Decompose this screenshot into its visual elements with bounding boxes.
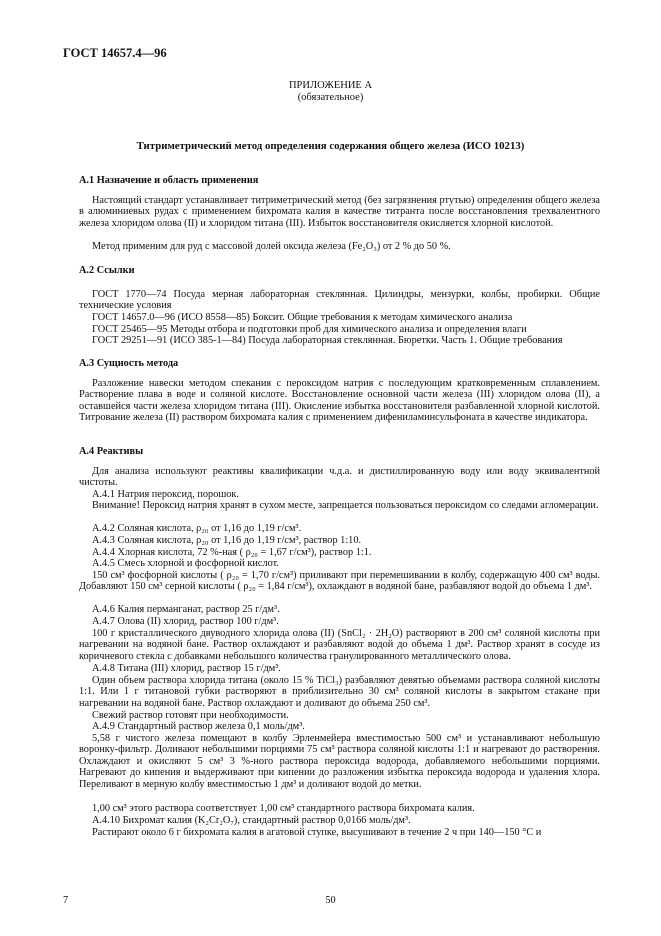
appendix-title: ПРИЛОЖЕНИЕ А [288,80,373,91]
document-code: ГОСТ 14657.4—96 [63,46,167,60]
item-a42: А.4.2 Соляная кислота, ρ₂₀ от 1,16 до 1,19 г/см³. [92,523,302,534]
appendix-status: (обязательное) [297,92,364,103]
item-a43: А.4.3 Соляная кислота, ρ₂₀ от 1,16 до 1,19 г/см³, раствор 1:10. [92,535,362,546]
section-a1-paragraph-1: Настоящий стандарт устанавливает титриметрический метод (без загрязнения ртутью) определения общего железа в алюминиевых рудах с применением бихромата калия в качестве титранта после восстановления трехвалентного железа хлоридом олова (II) и хлоридом титана (III). Избыток восстановителя окисляется хлорной кислотой. [79,195,600,229]
section-a2-heading: А.2 Ссылки [79,265,135,276]
reference-1: ГОСТ 1770—74 Посуда мерная лабораторная стеклянная. Цилиндры, мензурки, колбы, пробирки. Общие технические условия [79,289,600,312]
item-a48-note: Свежий раствор готовят при необходимости. [92,710,289,721]
section-a1-heading: А.1 Назначение и область применения [79,175,259,186]
item-a41: А.4.1 Натрия пероксид, порошок. [92,489,239,500]
reference-4: ГОСТ 29251—91 (ИСО 385-1—84) Посуда лабораторная стеклянная. Бюретки. Часть 1. Общие требования [92,335,563,346]
item-a49: А.4.9 Стандартный раствор железа 0,1 моль/дм³. [92,721,305,732]
item-a44: А.4.4 Хлорная кислота, 72 %-ная ( ρ₂₀ = 1,67 г/см³), раствор 1:1. [92,547,372,558]
section-a3-heading: А.3 Сущность метода [79,358,179,369]
section-a4-heading: А.4 Реактивы [79,446,144,457]
warning-note: Внимание! Пероксид натрия хранят в сухом месте, запрещается пользоваться пероксидом со следами агломерации. [92,500,599,511]
item-a48-text: Один объем раствора хлорида титана (около 15 % TiCl₃) разбавляют девятью объемами раствора соляной кислоты 1:1. Или 1 г титановой губки растворяют в приблизительно 30 см³ соляной кислоты в закрытом стакане при нагревании на водяной бане. Раствор охлаждают и доливают до объема 250 см³. [79,675,600,709]
page-number: 50 [325,895,336,906]
item-a46: А.4.6 Калия перманганат, раствор 25 г/дм³. [92,604,280,615]
reference-3: ГОСТ 25465—95 Методы отбора и подготовки проб для химического анализа и определения влаги [92,324,527,335]
item-a410-text: Растирают около 6 г бихромата калия в агатовой ступке, высушивают в течение 2 ч при 140—150 °С и [92,827,542,838]
item-a47-text: 100 г кристаллического двуводного хлорида олова (II) (SnCl₂ · 2H₂O) растворяют в 200 см³ соляной кислоты при нагревании на водяной бане. Раствор охлаждают и разбавляют водой до объема 1 дм³. Раствор хранят в сосуде из коричневого стекла с добавками небольшого количества гранулированного металлического олова. [79,628,600,662]
reference-2: ГОСТ 14657.0—96 (ИСО 8558—85) Боксит. Общие требования к методам химического анализа [92,312,513,323]
item-a48: А.4.8 Титана (III) хлорид, раствор 15 г/дм³. [92,663,281,674]
item-a49-text: 5,58 г чистого железа помещают в колбу Эрленмейера вместимостью 500 см³ и устанавливают небольшую воронку-фильтр. Доливают небольшими порциями 75 см³ раствора соляной кислоты 1:1 и нагревают до растворения. Охлаждают и окисляют 5 см³ 3 %-ного раствора пероксида водорода, добавляемого небольшими порциями. Нагревают до кипения и выдерживают при кипении до разложения избытка пероксида водорода и удаления хлора. Переливают в мерную колбу вместимостью 1 дм³ и доливают водой до метки. [79,733,600,790]
item-a410: А.4.10 Бихромат калия (K₂Cr₂O₇), стандартный раствор 0,0166 моль/дм³. [92,815,411,826]
reagents-intro: Для анализа используют реактивы квалификации ч.д.а. и дистиллированную воду или воду эквивалентной чистоты. [79,466,600,489]
item-a45-text: 150 см³ фосфорной кислоты ( ρ₂₀ = 1,70 г/см³) приливают при перемешивании в колбу, содержащую 400 см³ воды. Добавляют 150 см³ серной кислоты ( ρ₂₀ = 1,84 г/см³), охлаждают в водяной бане, разбавляют водой до объема 1 дм³. [79,570,600,593]
item-a45: А.4.5 Смесь хлорной и фосфорной кислот. [92,558,279,569]
section-a3-paragraph: Разложение навески методом спекания с пероксидом натрия с последующим кратковременным сплавлением. Растворение плава в воде и соляной кислоте. Восстановление основной части железа (III) хлоридом олова (II), а оставшейся части железа хлоридом титана (III). Окисление избытка восстановителя разбавленной хлорной кислотой. Титрование железа (II) раствором бихромата калия с применением дифениламинсульфоната в качестве индикатора. [79,378,600,424]
item-a49-note: 1,00 см³ этого раствора соответствует 1,00 см³ стандартного раствора бихромата калия. [92,803,475,814]
section-a1-paragraph-2: Метод применим для руд с массовой долей оксида железа (Fe₂O₃) от 2 % до 50 %. [92,241,451,252]
footer-left-number: 7 [63,895,69,906]
item-a47: А.4.7 Олова (II) хлорид, раствор 100 г/дм³. [92,616,279,627]
method-title: Титриметрический метод определения содержания общего железа (ИСО 10213) [136,140,525,152]
